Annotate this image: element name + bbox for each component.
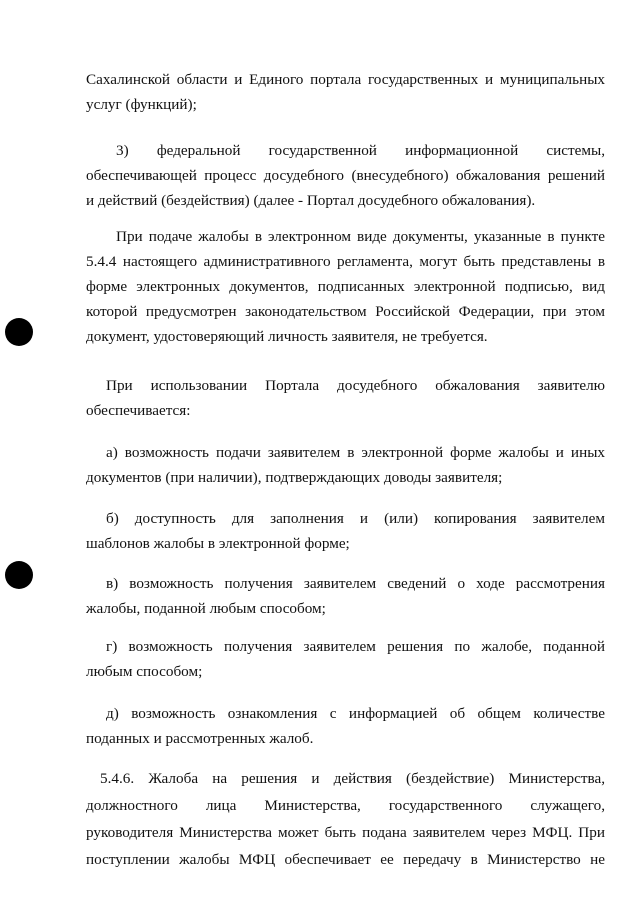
text-line: должностного лица Министерства, государственного служащего,: [86, 797, 605, 814]
text-line: поступлении жалобы МФЦ обеспечивает ее передачу в Министерство не: [86, 851, 605, 868]
text-line: шаблонов жалобы в электронной форме;: [86, 535, 350, 552]
text-line: услуг (функций);: [86, 96, 197, 113]
paragraph-3: [86, 224, 605, 349]
text-line: документ, удостоверяющий личность заявителя, не требуется.: [86, 328, 488, 345]
punch-hole-bottom: [5, 561, 33, 589]
text-line: При подаче жалобы в электронном виде документы, указанные в пункте: [116, 228, 605, 245]
paragraph-10: [86, 765, 605, 873]
text-line: жалобы, поданной любым способом;: [86, 600, 326, 617]
text-line: документов (при наличии), подтверждающих доводы заявителя;: [86, 469, 503, 486]
paragraph-9: [86, 701, 605, 751]
text-line: обеспечивающей процесс досудебного (внесудебного) обжалования решений: [86, 167, 605, 184]
text-line: а) возможность подачи заявителем в электронной форме жалобы и иных: [106, 444, 605, 461]
paragraph-2: [86, 138, 605, 213]
text-line: При использовании Портала досудебного обжалования заявителю: [106, 377, 605, 394]
punch-hole-top: [5, 318, 33, 346]
text-line: б) доступность для заполнения и (или) копирования заявителем: [106, 510, 605, 527]
paragraph-4: [86, 373, 605, 423]
paragraph-5: [86, 440, 605, 490]
paragraph-8: [86, 634, 605, 684]
paragraph-6: [86, 506, 605, 556]
paragraph-7: [86, 571, 605, 621]
paragraph-1: [86, 67, 605, 117]
text-line: д) возможность ознакомления с информацией об общем количестве: [106, 705, 605, 722]
text-line: руководителя Министерства может быть подана заявителем через МФЦ. При: [86, 824, 605, 841]
text-line: которой предусмотрен законодательством Российской Федерации, при этом: [86, 303, 605, 320]
text-line: г) возможность получения заявителем решения по жалобе, поданной: [106, 638, 605, 655]
text-line: поданных и рассмотренных жалоб.: [86, 730, 314, 747]
text-line: Сахалинской области и Единого портала государственных и муниципальных: [86, 71, 605, 88]
text-line: и действий (бездействия) (далее - Портал досудебного обжалования).: [86, 192, 536, 209]
text-line: форме электронных документов, подписанных электронной подписью, вид: [86, 278, 605, 295]
text-line: 5.4.4 настоящего административного регламента, могут быть представлены в: [86, 253, 605, 270]
text-line: любым способом;: [86, 663, 203, 680]
text-line: обеспечивается:: [86, 402, 191, 419]
text-line: 3) федеральной государственной информационной системы,: [116, 142, 605, 159]
text-line: 5.4.6. Жалоба на решения и действия (бездействие) Министерства,: [100, 770, 605, 787]
text-line: в) возможность получения заявителем сведений о ходе рассмотрения: [106, 575, 605, 592]
